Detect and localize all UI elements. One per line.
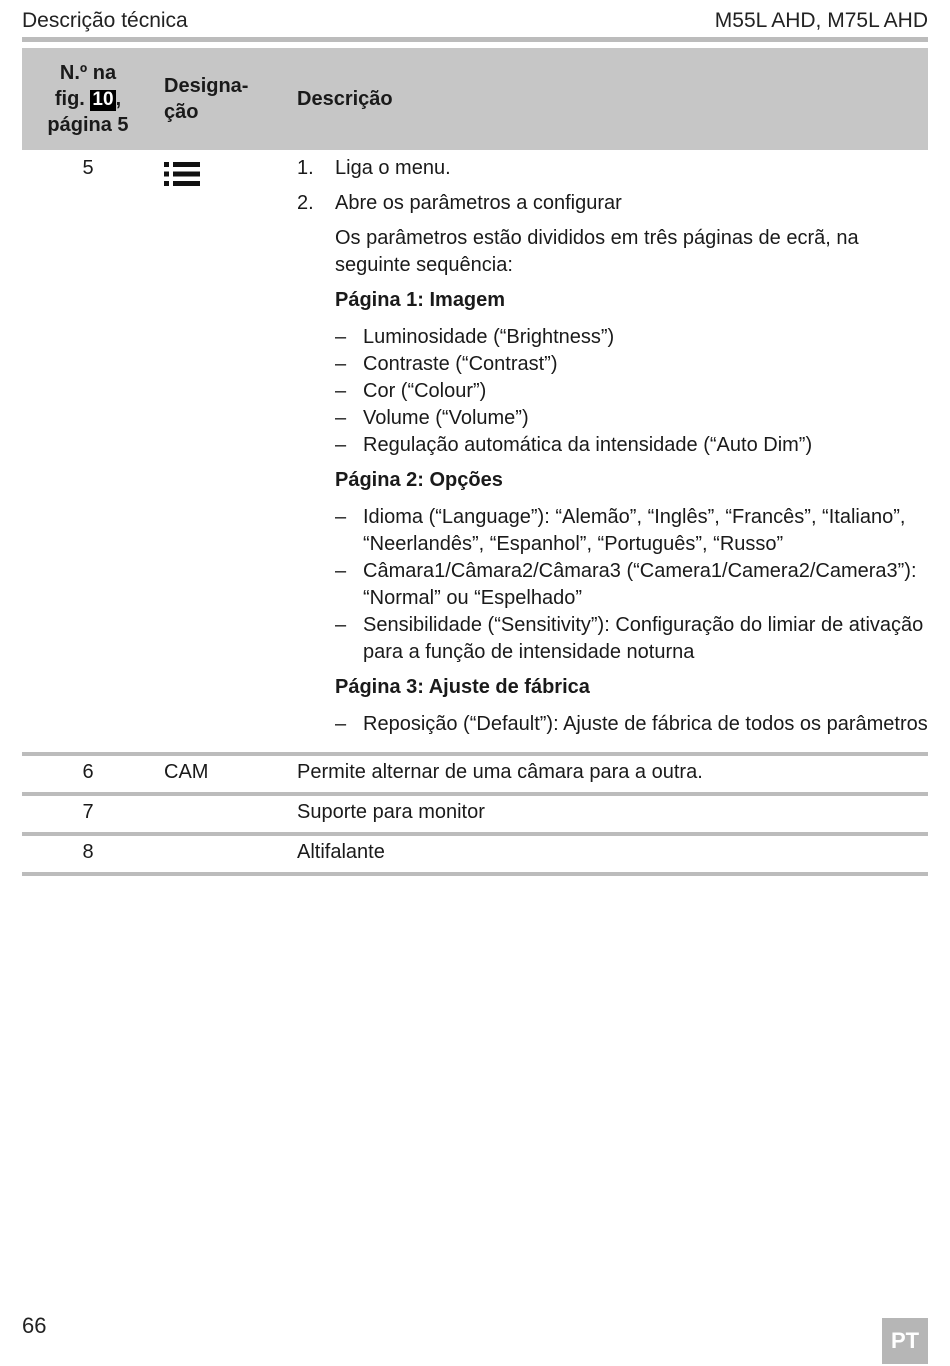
figure-ref-badge: 10 — [92, 89, 114, 110]
row-description — [287, 150, 928, 754]
list-item: – Regulação automática da intensidade (“Auto Dim”) — [335, 432, 928, 459]
step-text: Abre os parâmetros a configurar — [335, 192, 622, 214]
page-heading: Página 3: Ajuste de fábrica — [335, 676, 590, 698]
list-item: – Sensibilidade (“Sensitivity”): Configuração do limiar de ativação para a função de intensidade noturna — [335, 612, 928, 666]
row-number: 5 — [22, 150, 154, 754]
page-heading: Página 1: Imagem — [335, 289, 506, 311]
row-designation — [154, 834, 287, 874]
table-header-row — [22, 48, 928, 150]
list-item: – Câmara1/Câmara2/Câmara3 (“Camera1/Camera2/Camera3”): “Normal” ou “Espelhado” — [335, 558, 928, 612]
row-designation — [154, 150, 287, 754]
list-item: – Idioma (“Language”): “Alemão”, “Inglês”, “Francês”, “Italiano”, “Neerlandês”, “Espanhol”, “Português”, “Russo” — [335, 504, 928, 558]
parameter-list — [335, 324, 928, 459]
running-header — [22, 6, 928, 36]
section-title: Descrição técnica — [22, 9, 188, 32]
row-designation — [154, 794, 287, 834]
list-item: – Luminosidade (“Brightness”) — [335, 324, 928, 351]
row-number: 6 — [22, 754, 154, 794]
model-name: M55L AHD, M75L AHD — [714, 9, 928, 32]
table-row — [22, 754, 928, 794]
parameter-list — [335, 504, 928, 666]
number-header-fig: fig. — [54, 88, 85, 110]
table-row — [22, 794, 928, 834]
number-header-comma: , — [115, 88, 122, 110]
step-number: 1. — [297, 157, 314, 179]
number-header-line1: N.º na — [59, 62, 117, 84]
list-item: – Reposição (“Default”): Ajuste de fábrica de todos os parâmetros — [335, 711, 928, 738]
description-table — [22, 48, 928, 876]
number-header-line3: página 5 — [47, 114, 129, 136]
step-number: 2. — [297, 192, 314, 214]
row-number: 8 — [22, 834, 154, 874]
column-header-number — [22, 48, 154, 150]
list-item: – Volume (“Volume”) — [335, 405, 928, 432]
list-item: – Contraste (“Contrast”) — [335, 351, 928, 378]
designation-header-line1: Designa- — [164, 75, 249, 97]
step-list — [297, 155, 928, 217]
header-rule — [22, 37, 928, 42]
step-item — [297, 155, 928, 182]
step-text: Liga o menu. — [335, 157, 451, 179]
parameter-pages — [335, 225, 928, 738]
column-header-description: Descrição — [287, 48, 928, 150]
row-designation: CAM — [154, 754, 287, 794]
parameter-list — [335, 711, 928, 738]
row-number: 7 — [22, 794, 154, 834]
row-description: Permite alternar de uma câmara para a outra. — [287, 754, 928, 794]
designation-header-line2: ção — [164, 101, 199, 123]
language-badge: PT — [882, 1318, 928, 1364]
row-description: Suporte para monitor — [287, 794, 928, 834]
menu-list-icon — [164, 161, 200, 187]
page-heading: Página 2: Opções — [335, 469, 503, 491]
table-row — [22, 834, 928, 874]
list-item: – Cor (“Colour”) — [335, 378, 928, 405]
row-description: Altifalante — [287, 834, 928, 874]
page-number: 66 — [22, 1313, 47, 1338]
column-header-designation — [154, 48, 287, 150]
step-item — [297, 190, 928, 217]
pages-intro: Os parâmetros estão divididos em três páginas de ecrã, na seguinte sequência: — [335, 227, 859, 276]
table-row — [22, 150, 928, 754]
